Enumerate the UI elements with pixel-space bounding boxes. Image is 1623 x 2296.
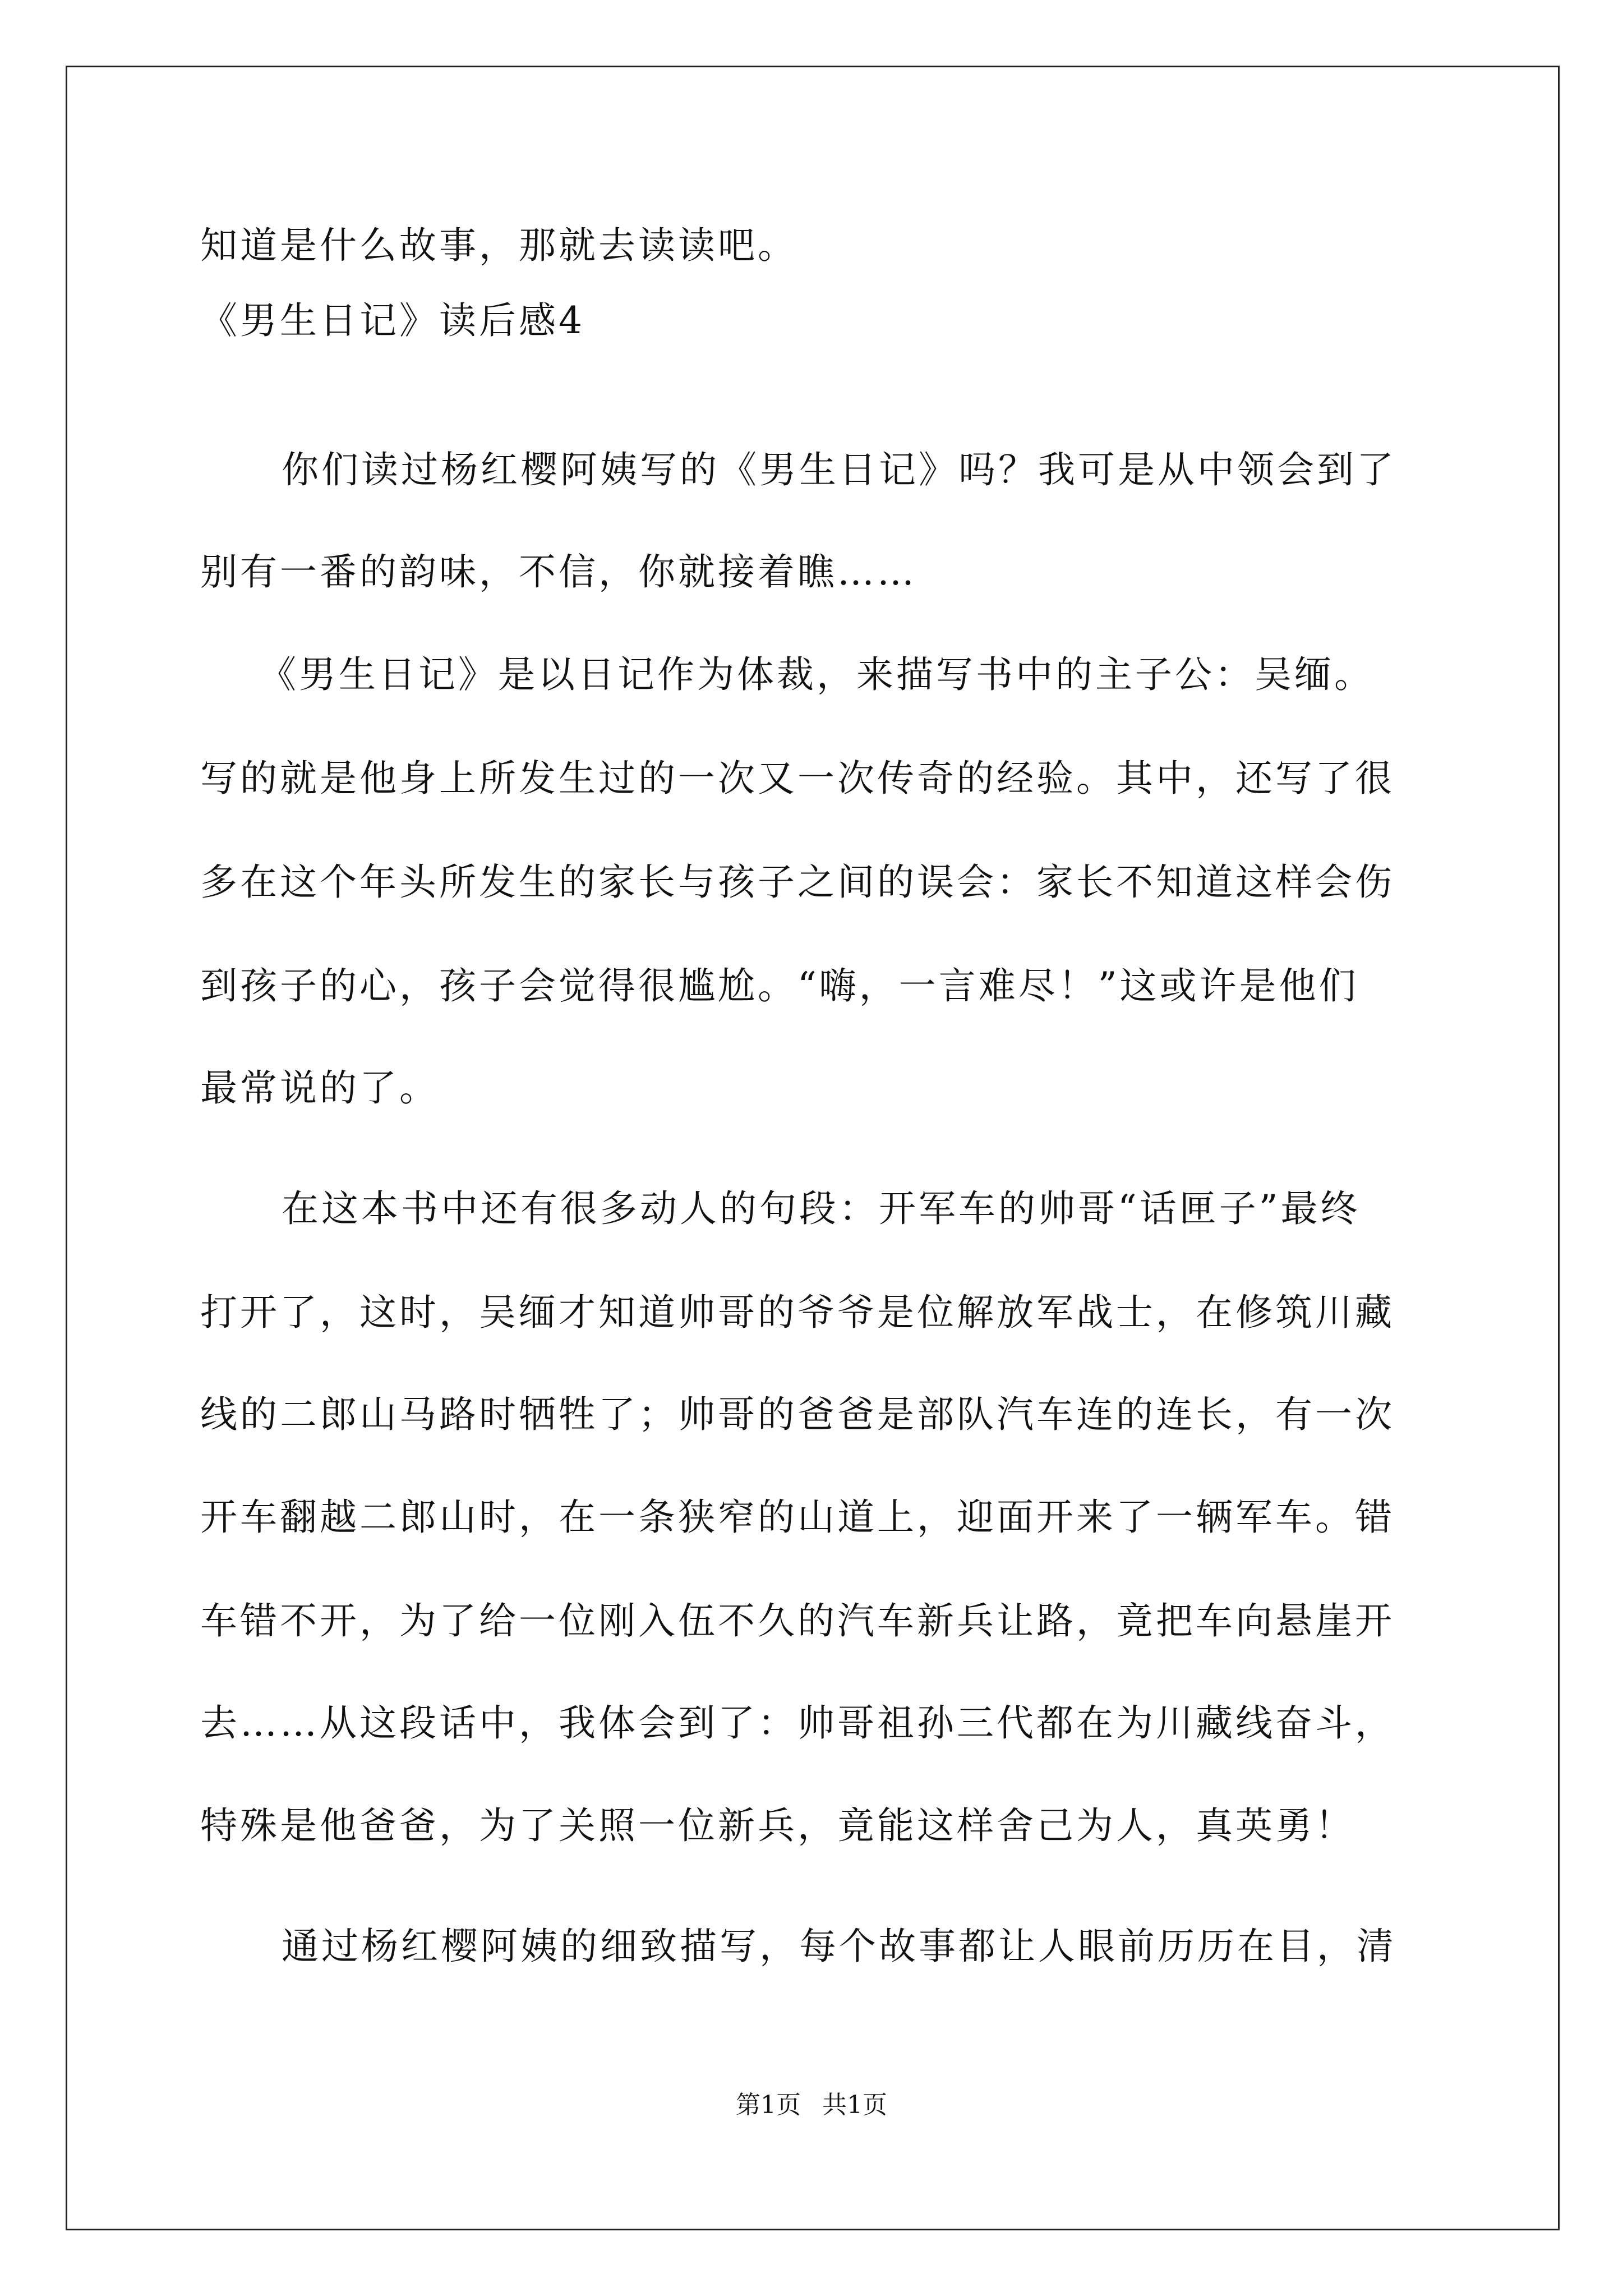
text-line: 到孩子的心，孩子会觉得很尴尬。“嗨，一言难尽！”这或许是他们 bbox=[200, 964, 1359, 1007]
text-line: 多在这个年头所发生的家长与孩子之间的误会：家长不知道这样会伤 bbox=[200, 861, 1395, 904]
text-line: 你们读过杨红樱阿姨写的《男生日记》吗？我可是从中领会到了 bbox=[282, 448, 1396, 491]
text-line: 通过杨红樱阿姨的细致描写，每个故事都让人眼前历历在目，清 bbox=[282, 1925, 1396, 1968]
text-line: 写的就是他身上所发生过的一次又一次传奇的经验。其中，还写了很 bbox=[200, 757, 1395, 800]
page-border bbox=[66, 66, 1560, 2230]
text-line: 别有一番的韵味，不信，你就接着瞧…… bbox=[200, 550, 917, 593]
essay-title: 《男生日记》读后感4 bbox=[200, 299, 585, 342]
page-footer bbox=[0, 2091, 1623, 2119]
text-line: 打开了，这时，吴缅才知道帅哥的爷爷是位解放军战士，在修筑川藏 bbox=[200, 1291, 1395, 1334]
page-number: 第1页 bbox=[736, 2091, 801, 2119]
page-total: 共1页 bbox=[822, 2091, 887, 2119]
text-line: 知道是什么故事，那就去读读吧。 bbox=[200, 224, 797, 267]
text-line: 去……从这段话中，我体会到了：帅哥祖孙三代都在为川藏线奋斗， bbox=[200, 1701, 1395, 1745]
text-line: 最常说的了。 bbox=[200, 1066, 439, 1110]
text-line: 车错不开，为了给一位刚入伍不久的汽车新兵让路，竟把车向悬崖开 bbox=[200, 1599, 1395, 1642]
text-line: 线的二郎山马路时牺牲了；帅哥的爸爸是部队汽车连的连长，有一次 bbox=[200, 1393, 1395, 1436]
text-line: 开车翻越二郎山时，在一条狭窄的山道上，迎面开来了一辆军车。错 bbox=[200, 1496, 1395, 1539]
text-line: 在这本书中还有很多动人的句段：开军车的帅哥“话匣子”最终 bbox=[282, 1187, 1361, 1230]
text-line: 特殊是他爸爸，为了关照一位新兵，竟能这样舍己为人，真英勇！ bbox=[200, 1804, 1355, 1847]
text-line: 《男生日记》是以日记作为体裁，来描写书中的主子公：吴缅。 bbox=[259, 653, 1374, 696]
